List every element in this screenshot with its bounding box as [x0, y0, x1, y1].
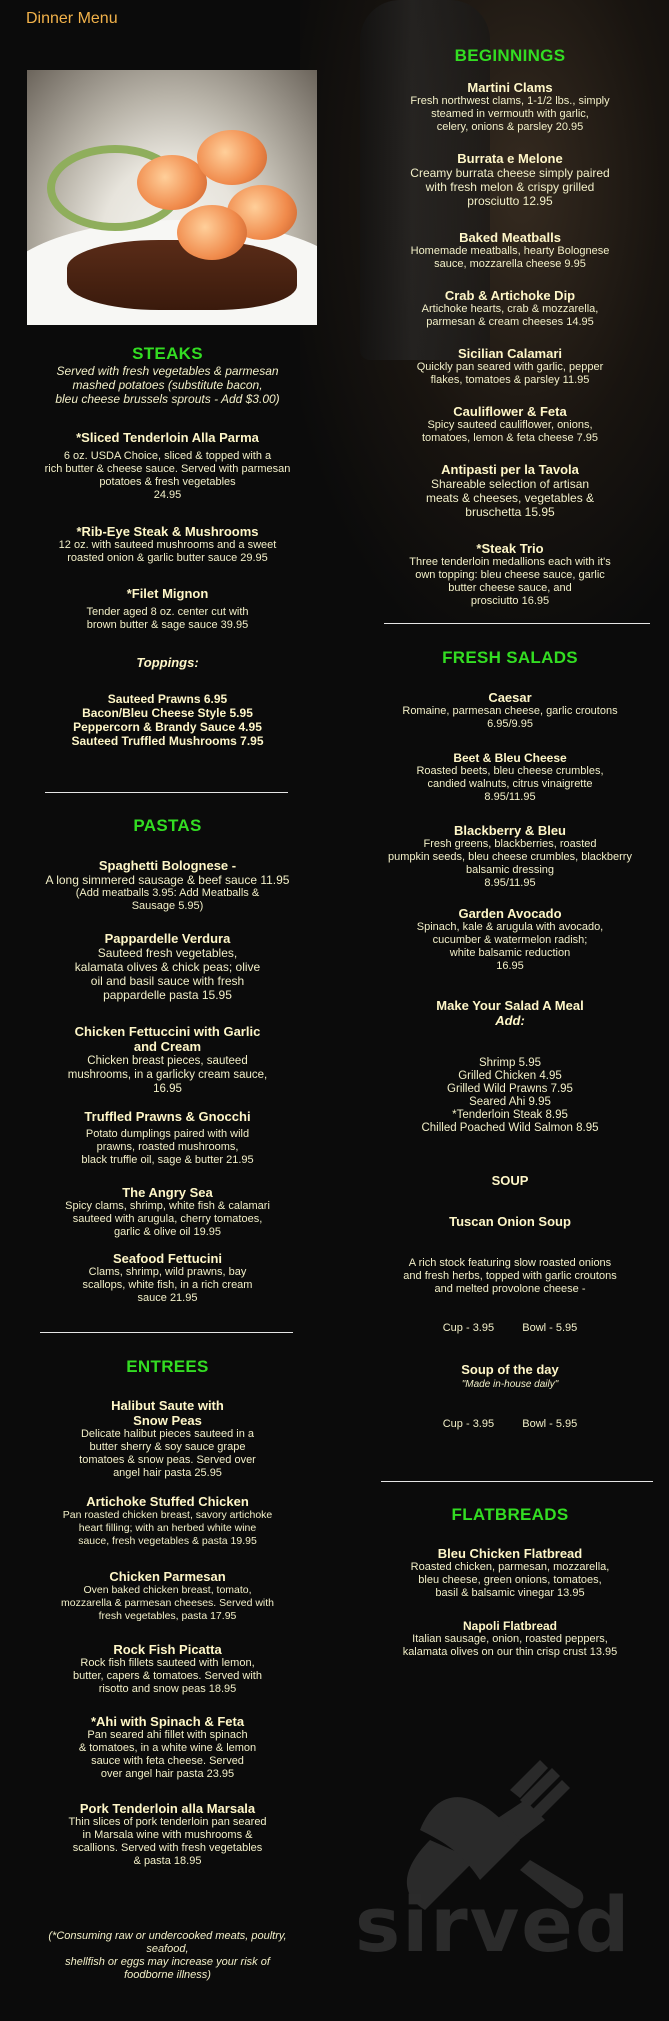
soup-name: Tuscan Onion Soup	[449, 1214, 571, 1229]
menu-item	[0, 1251, 335, 1305]
item-desc-line: Quickly pan seared with garlic, pepper	[416, 361, 604, 373]
item-desc-line: black truffle oil, sage & butter 21.95	[81, 1154, 254, 1166]
soup-bowl-price: Bowl - 5.95	[522, 1322, 578, 1334]
addon-item: Grilled Chicken 4.95	[458, 1070, 562, 1082]
item-desc-line: cucumber & watermelon radish;	[432, 934, 588, 946]
menu-item	[0, 1801, 335, 1868]
item-desc-line: butter sherry & soy sauce grape	[89, 1441, 246, 1453]
item-desc-line: Roasted chicken, parmesan, mozzarella,	[410, 1561, 610, 1573]
item-desc-line: Tender aged 8 oz. center cut with	[86, 606, 249, 618]
menu-item	[0, 1642, 335, 1696]
item-name: Caesar	[488, 690, 532, 705]
item-desc-line: white balsamic reduction	[449, 947, 571, 959]
menu-item	[0, 1024, 335, 1096]
menu-item	[360, 823, 660, 890]
item-desc-line: tomatoes, lemon & feta cheese 7.95	[421, 432, 599, 444]
menu-item	[0, 1494, 335, 1548]
item-name: *Filet Mignon	[126, 586, 209, 601]
item-desc-line: 8.95/11.95	[484, 877, 536, 889]
item-desc-line: & pasta 18.95	[133, 1855, 202, 1867]
item-desc-line: Thin slices of pork tenderloin pan seared	[68, 1816, 267, 1828]
item-desc-line: meats & cheeses, vegetables &	[425, 491, 595, 505]
soup-desc	[360, 1257, 660, 1296]
item-desc-line: sauteed with arugula, cherry tomatoes,	[72, 1213, 263, 1225]
item-desc-line: garlic & olive oil 19.95	[113, 1226, 221, 1238]
footnote-line: seafood,	[146, 1943, 189, 1955]
item-name: Martini Clams	[467, 80, 553, 95]
item-desc-line: Roasted beets, bleu cheese crumbles,	[416, 765, 604, 777]
steaks-intro-line: mashed potatoes (substitute bacon,	[72, 378, 263, 392]
menu-item	[360, 288, 660, 329]
item-desc-line: Three tenderloin medallions each with it's	[409, 556, 611, 568]
topping-item: Peppercorn & Brandy Sauce 4.95	[73, 720, 262, 734]
menu-item	[360, 751, 660, 804]
item-desc-line: Pan seared ahi fillet with spinach	[87, 1729, 248, 1741]
item-name: Spaghetti Bolognese -	[98, 858, 237, 873]
item-desc-line: Spinach, kale & arugula with avocado,	[416, 921, 604, 933]
item-desc-line: Sausage 5.95)	[131, 900, 204, 912]
menu-item	[0, 931, 335, 1002]
item-name: Pork Tenderloin alla Marsala	[79, 1801, 256, 1816]
item-name: The Angry Sea	[122, 1185, 213, 1200]
item-name: Artichoke Stuffed Chicken	[86, 1494, 249, 1509]
menu-item	[0, 524, 335, 565]
divider	[384, 623, 650, 624]
item-name: Halibut Saute with	[111, 1398, 224, 1413]
item-desc-line: 16.95	[496, 960, 524, 972]
item-desc-line: Clams, shrimp, wild prawns, bay	[88, 1266, 247, 1278]
item-name: Garden Avocado	[458, 906, 562, 921]
menu-item	[0, 1714, 335, 1781]
item-desc-line: mozzarella & parmesan cheeses. Served with	[60, 1597, 274, 1609]
salad-meal-heading	[360, 998, 660, 1028]
item-desc-line: A rich stock featuring slow roasted onions	[408, 1257, 612, 1269]
menu-item	[360, 1546, 660, 1600]
item-desc-line: Creamy burrata cheese simply paired	[410, 166, 610, 180]
item-desc-line: rich butter & cheese sauce. Served with parmesan	[44, 463, 291, 475]
item-name: Burrata e Melone	[457, 151, 563, 166]
item-desc-line: own topping: bleu cheese sauce, garlic	[415, 569, 605, 581]
item-desc-line: Spicy clams, shrimp, white fish & calamari	[65, 1200, 270, 1212]
steak-shape	[67, 240, 297, 310]
item-desc-line: parmesan & cream cheeses 14.95	[426, 316, 594, 328]
menu-item	[0, 858, 335, 913]
menu-item	[360, 690, 660, 731]
item-desc-line: Artichoke hearts, crab & mozzarella,	[421, 303, 599, 315]
item-name: Bleu Chicken Flatbread	[437, 1546, 583, 1561]
section-heading-steaks: STEAKS	[132, 344, 203, 363]
section-heading-soup: SOUP	[491, 1173, 529, 1188]
item-desc-line: oil and basil sauce with fresh	[90, 974, 245, 988]
item-desc-line: butter cheese sauce, and	[448, 582, 572, 594]
item-desc-line: celery, onions & parsley 20.95	[436, 121, 584, 133]
menu-item	[0, 1185, 335, 1239]
soup-prices	[360, 1322, 660, 1335]
steaks-intro	[0, 364, 335, 406]
soup-prices	[360, 1418, 660, 1431]
section-heading-beginnings: BEGINNINGS	[454, 46, 566, 65]
item-name: Pappardelle Verdura	[104, 931, 231, 946]
addon-item: Grilled Wild Prawns 7.95	[447, 1083, 573, 1095]
item-desc-line: sauce with feta cheese. Served	[91, 1755, 244, 1767]
item-name: *Ahi with Spinach & Feta	[90, 1714, 245, 1729]
item-name: Sicilian Calamari	[457, 346, 563, 361]
item-desc-line: Romaine, parmesan cheese, garlic croutons	[402, 705, 618, 717]
menu-item	[360, 541, 660, 608]
item-desc-line: basil & balsamic vinegar 13.95	[435, 1587, 585, 1599]
soup-of-day-note: "Made in-house daily"	[461, 1379, 559, 1390]
item-desc-line: sauce, fresh vegetables & pasta 19.95	[78, 1535, 257, 1547]
item-desc-line: prosciutto 12.95	[467, 194, 553, 208]
item-desc-line: scallions. Served with fresh vegetables	[72, 1842, 263, 1854]
section-heading-entrees: ENTREES	[126, 1357, 209, 1376]
page-title: Dinner Menu	[26, 10, 118, 27]
item-desc-line: 6 oz. USDA Choice, sliced & topped with a	[63, 450, 272, 462]
item-desc-line: (Add meatballs 3.95: Add Meatballs &	[75, 887, 260, 899]
menu-item	[0, 586, 335, 632]
item-desc-line: scallops, white fish, in a rich cream	[82, 1279, 253, 1291]
item-desc-line: Chicken breast pieces, sauteed	[87, 1055, 248, 1067]
menu-item	[360, 151, 660, 208]
item-name: Seafood Fettucini	[112, 1251, 223, 1266]
item-desc-line: Fresh northwest clams, 1-1/2 lbs., simply	[410, 95, 610, 107]
soup-of-day-name: Soup of the day	[461, 1362, 559, 1377]
addon-item: *Tenderloin Steak 8.95	[452, 1109, 568, 1121]
item-desc-line: prosciutto 16.95	[470, 595, 550, 607]
menu-item	[360, 404, 660, 445]
section-heading-flatbreads: FLATBREADS	[451, 1505, 569, 1524]
addon-item: Chilled Poached Wild Salmon 8.95	[421, 1122, 599, 1134]
item-desc-line: mushrooms, in a garlicky cream sauce,	[67, 1069, 268, 1081]
addon-item: Seared Ahi 9.95	[469, 1096, 551, 1108]
footnote-line: shellfish or eggs may increase your risk of	[65, 1956, 270, 1968]
item-desc-line: heart filling; with an herbed white wine	[78, 1522, 257, 1534]
toppings-list	[0, 692, 335, 748]
item-desc-line: 6.95/9.95	[487, 718, 533, 730]
item-name: *Steak Trio	[476, 541, 544, 556]
menu-item	[0, 1569, 335, 1623]
item-name: Blackberry & Bleu	[454, 823, 566, 838]
item-desc-line: Spicy sauteed cauliflower, onions,	[427, 419, 593, 431]
toppings-heading: Toppings:	[136, 655, 199, 670]
item-desc-line: butter, capers & tomatoes. Served with	[73, 1670, 262, 1682]
item-desc-line: Delicate halibut pieces sauteed in a	[80, 1428, 255, 1440]
item-desc-line: balsamic dressing	[465, 864, 555, 876]
item-desc-line: potatoes & fresh vegetables	[99, 476, 236, 488]
item-name: Make Your Salad A Meal	[436, 998, 584, 1013]
topping-item: Sauteed Truffled Mushrooms 7.95	[71, 734, 264, 748]
shrimp-shape	[137, 155, 207, 210]
item-name: Crab & Artichoke Dip	[444, 288, 576, 303]
divider	[45, 792, 288, 793]
item-name: Chicken Fettuccini with Garlic	[74, 1024, 261, 1039]
item-desc-line: candied walnuts, citrus vinaigrette	[427, 778, 593, 790]
menu-item	[360, 80, 660, 134]
item-name: Cauliflower & Feta	[453, 404, 567, 419]
shrimp-shape	[197, 130, 267, 185]
item-desc-line: kalamata olives & chick peas; olive	[74, 960, 261, 974]
section-heading-pastas: PASTAS	[133, 816, 202, 835]
item-desc-line: sauce, mozzarella cheese 9.95	[434, 258, 586, 270]
menu-item	[0, 1109, 335, 1167]
item-desc-line: tomatoes & snow peas. Served over	[79, 1454, 256, 1466]
menu-item	[360, 1619, 660, 1659]
topping-item: Sauteed Prawns 6.95	[107, 692, 228, 706]
food-photo	[27, 70, 317, 325]
salad-addons	[360, 1057, 660, 1135]
item-desc-line: angel hair pasta 25.95	[113, 1467, 222, 1479]
soup-bowl-price: Bowl - 5.95	[522, 1418, 578, 1430]
item-desc-line: Shareable selection of artisan	[430, 477, 590, 491]
item-name: Rock Fish Picatta	[113, 1642, 222, 1657]
item-name: Baked Meatballs	[459, 230, 561, 245]
item-desc-line: sauce 21.95	[137, 1292, 198, 1304]
item-desc-line: Pan roasted chicken breast, savory artichoke	[62, 1509, 273, 1521]
item-desc-line: bruschetta 15.95	[465, 505, 555, 519]
item-name: *Sliced Tenderloin Alla Parma	[76, 430, 259, 445]
item-desc-line: pappardelle pasta 15.95	[103, 988, 232, 1002]
item-desc-line: roasted onion & garlic butter sauce 29.95	[67, 552, 268, 564]
steaks-intro-line: Served with fresh vegetables & parmesan	[56, 364, 279, 378]
item-desc-line: & tomatoes, in a white wine & lemon	[78, 1742, 257, 1754]
item-desc-line: 16.95	[153, 1083, 182, 1095]
item-name: and Cream	[133, 1039, 202, 1054]
item-desc-line: bleu cheese, green onions, tomatoes,	[418, 1574, 602, 1586]
menu-item	[0, 430, 335, 502]
section-heading-salads: FRESH SALADS	[442, 648, 578, 667]
item-desc-line: Fresh greens, blackberries, roasted	[423, 838, 597, 850]
item-desc-line: fresh vegetables, pasta 17.95	[98, 1610, 237, 1622]
sirved-logo-text: sirved	[355, 1880, 632, 1969]
item-desc-line: over angel hair pasta 23.95	[100, 1768, 235, 1780]
addon-item: Shrimp 5.95	[478, 1057, 541, 1069]
item-desc-line: Rock fish fillets sauteed with lemon,	[80, 1657, 255, 1669]
item-desc-line: Homemade meatballs, hearty Bolognese	[410, 245, 610, 257]
topping-item: Bacon/Bleu Cheese Style 5.95	[82, 706, 253, 720]
item-desc-line: risotto and snow peas 18.95	[98, 1683, 237, 1695]
item-desc-line: in Marsala wine with mushrooms &	[82, 1829, 253, 1841]
item-desc-line: Oven baked chicken breast, tomato,	[83, 1584, 252, 1596]
menu-item	[360, 906, 660, 973]
item-desc-line: flakes, tomatoes & parsley 11.95	[430, 374, 590, 386]
footnote	[20, 1930, 315, 1982]
item-desc-line: A long simmered sausage & beef sauce 11.95	[45, 873, 290, 887]
item-desc-line: 8.95/11.95	[484, 791, 536, 803]
menu-item	[360, 462, 660, 519]
menu-item	[360, 346, 660, 387]
footnote-line: (*Consuming raw or undercooked meats, poultry,	[48, 1930, 287, 1942]
menu-item	[360, 230, 660, 271]
divider	[381, 1481, 653, 1482]
item-desc-line: Italian sausage, onion, roasted peppers,	[412, 1633, 608, 1645]
item-name: Truffled Prawns & Gnocchi	[84, 1109, 251, 1124]
menu-item	[0, 1398, 335, 1480]
divider	[40, 1332, 293, 1333]
item-desc-line: and melted provolone cheese -	[434, 1283, 586, 1295]
item-name: Snow Peas	[133, 1413, 202, 1428]
item-name: *Rib-Eye Steak & Mushrooms	[76, 524, 259, 539]
item-desc-line: Sauteed fresh vegetables,	[97, 946, 238, 960]
item-desc-line: 12 oz. with sauteed mushrooms and a sweet	[58, 539, 277, 551]
item-desc-line: and fresh herbs, topped with garlic croutons	[403, 1270, 617, 1282]
soup-cup-price: Cup - 3.95	[442, 1418, 495, 1430]
item-desc-line: kalamata olives on our thin crisp crust 13.95	[402, 1646, 618, 1658]
item-name: Antipasti per la Tavola	[441, 462, 579, 477]
item-desc-line: with fresh melon & crispy grilled	[425, 180, 595, 194]
item-desc-line: brown butter & sage sauce 39.95	[86, 619, 249, 631]
item-name: Napoli Flatbread	[462, 1619, 557, 1633]
item-name: Add:	[495, 1013, 525, 1028]
soup-cup-price: Cup - 3.95	[442, 1322, 495, 1334]
footnote-line: foodborne illness)	[124, 1969, 211, 1981]
shrimp-shape	[177, 205, 247, 260]
steaks-intro-line: bleu cheese brussels sprouts - Add $3.00)	[55, 392, 280, 406]
item-desc-line: steamed in vermouth with garlic,	[431, 108, 589, 120]
item-name: Beet & Bleu Cheese	[453, 751, 567, 765]
item-desc-line: Potato dumplings paired with wild	[85, 1128, 250, 1140]
item-desc-line: 24.95	[153, 489, 182, 501]
item-desc-line: prawns, roasted mushrooms,	[96, 1141, 239, 1153]
item-name: Chicken Parmesan	[109, 1569, 226, 1584]
item-desc-line: pumpkin seeds, bleu cheese crumbles, blackberry	[388, 851, 632, 863]
